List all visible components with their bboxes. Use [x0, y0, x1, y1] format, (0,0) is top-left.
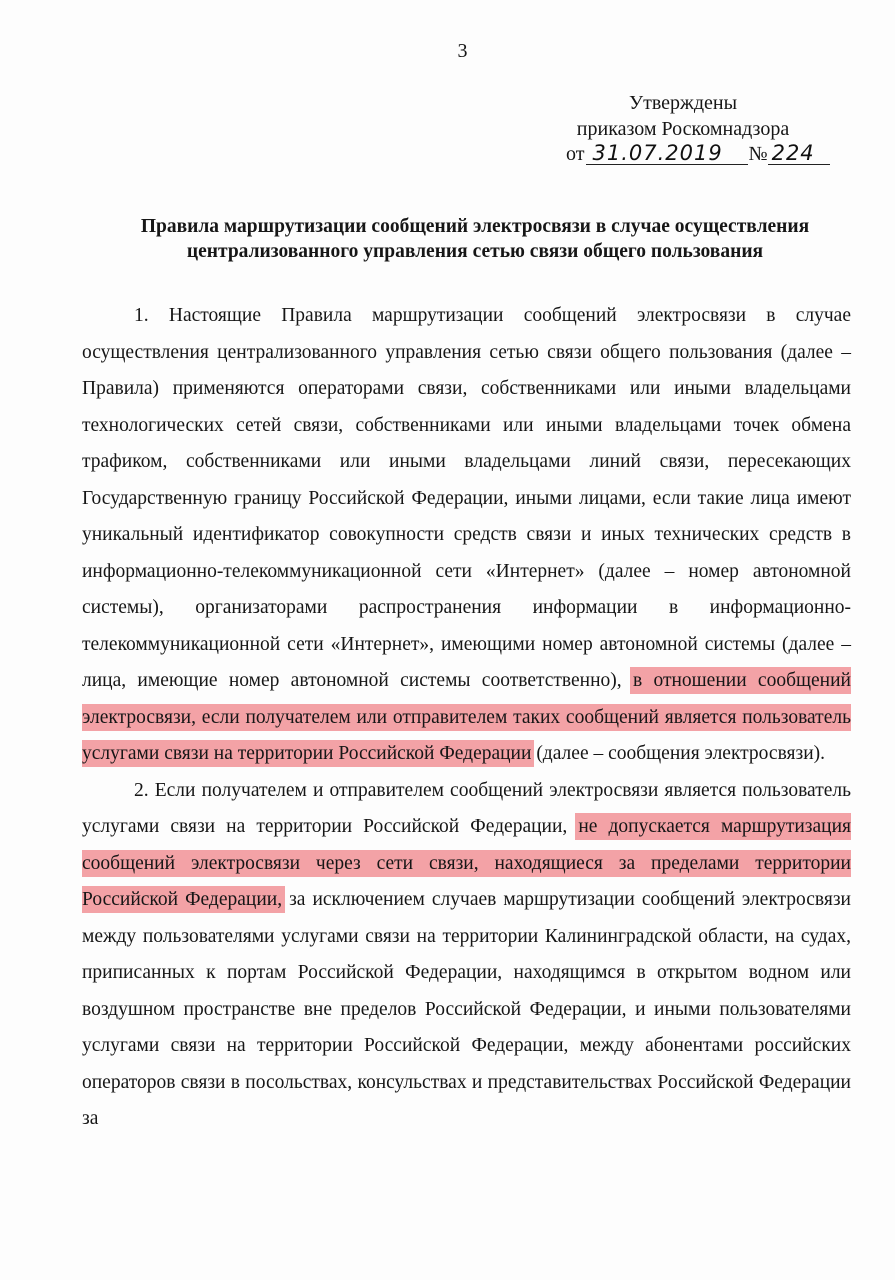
paragraph-1-tail: (далее – сообщения электросвязи).: [531, 743, 826, 764]
number-prefix: №: [748, 143, 768, 165]
approval-line-approved: Утверждены: [628, 92, 738, 114]
page-number: 3: [457, 40, 468, 62]
paragraph-2-highlight: не допускается маршрутизация сообщений электросвязи через сети связи, находящиеся за пределами территории Российской Федерации,: [82, 816, 851, 910]
order-date-number-line: [566, 140, 830, 168]
paragraph-1-text: 1. Настоящие Правила маршрутизации сообщений электросвязи в случае осуществления централизованного управления сетью связи общего пользования (далее – Правила) применяются операторами связи, собственниками или иными владельцами технологических сетей связи, собственниками или иными владельцами точек обмена трафиком, собственниками или иными владельцами линий связи, пересекающих Государственную границу Российской Федерации, иными лицами, если такие лица имеют уникальный идентификатор совокупности средств связи и иных технических средств в информационно-телекоммуникационной сети «Интернет» (далее – номер автономной системы), организаторами распространения информации в информационно-телекоммуникационной сети «Интернет», имеющими номер автономной системы (далее – лица, имеющие номер автономной системы соответственно),: [82, 305, 851, 691]
approval-stamp: [543, 90, 823, 142]
handwritten-date: 31.07.2019: [586, 142, 748, 165]
paragraph-2-text: 2. Если получателем и отправителем сообщений электросвязи является пользователь услугами связи на территории Российской Федерации,: [82, 779, 851, 837]
document-title: Правила маршрутизации сообщений электросвязи в случае осуществления централизованного управления сетью связи общего пользования: [140, 216, 810, 262]
document-body: [82, 298, 851, 1138]
paragraph-1: [82, 298, 851, 773]
date-prefix: от: [566, 143, 585, 165]
handwritten-number: 224: [768, 142, 830, 165]
paragraph-2-tail: за исключением случаев маршрутизации сообщений электросвязи между пользователями услугами связи на территории Калининградской области, на судах, приписанных к портам Российской Федерации, находящимся в открытом водном или воздушном пространстве вне пределов Российской Федерации, и иными пользователями услугами связи на территории Российской Федерации, между абонентами российских операторов связи в посольствах, консульствах и представительствах Российской Федерации за: [82, 889, 851, 1129]
paragraph-1-highlight: в отношении сообщений электросвязи, если получателем или отправителем таких сообщений является пользователь услугами связи на территории Российской Федерации: [82, 670, 851, 764]
approval-line-order: приказом Роскомнадзора: [576, 118, 790, 140]
paragraph-2: [82, 773, 851, 1138]
